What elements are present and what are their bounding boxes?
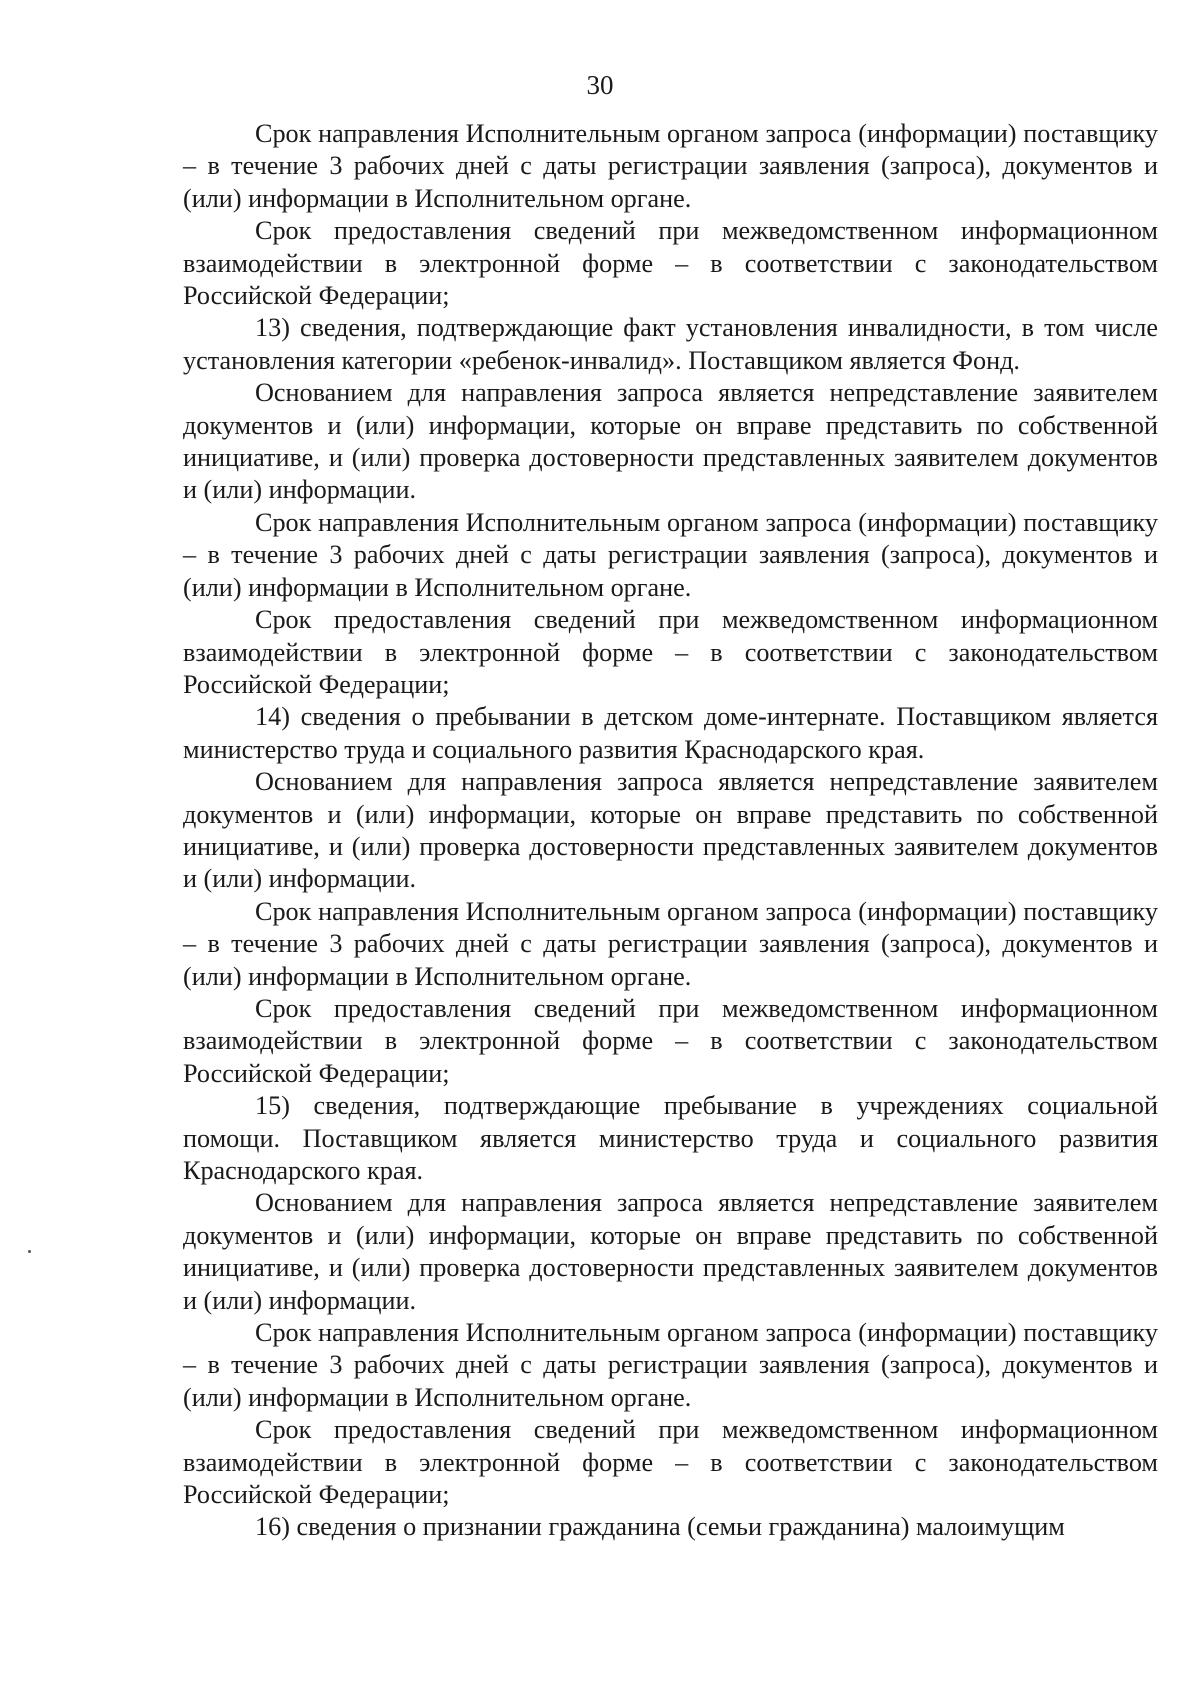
paragraph: Срок направления Исполнительным органом запроса (информации) поставщику – в течение 3 рабочих дней с даты регистрации заявления (запроса), документов и (или) информации в Исполнительном органе. <box>183 119 1158 213</box>
paragraph: 14) сведения о пребывании в детском доме-интернате. Поставщиком является министерство труда и социального развития Краснодарского края. <box>183 702 1158 764</box>
paragraph: 15) сведения, подтверждающие пребывание в учреждениях социальной помощи. Поставщиком является министерство труда и социального развития Краснодарского края. <box>183 1091 1158 1185</box>
paragraph: 13) сведения, подтверждающие факт установления инвалидности, в том числе установления категории «ребенок-инвалид». Поставщиком является Фонд. <box>183 313 1158 375</box>
paragraph: Срок направления Исполнительным органом запроса (информации) поставщику – в течение 3 рабочих дней с даты регистрации заявления (запроса), документов и (или) информации в Исполнительном органе. <box>183 896 1158 991</box>
document-body <box>183 118 1158 1544</box>
paragraph: Срок направления Исполнительным органом запроса (информации) поставщику – в течение 3 рабочих дней с даты регистрации заявления (запроса), документов и (или) информации в Исполнительном органе. <box>183 507 1158 602</box>
paragraph: Срок предоставления сведений при межведомственном информационном взаимодействии в электронной форме – в соответствии с законодательством Российской Федерации; <box>183 605 1158 699</box>
scan-speck <box>28 1250 31 1253</box>
page-number: 30 <box>586 70 614 100</box>
paragraph: Срок предоставления сведений при межведомственном информационном взаимодействии в электронной форме – в соответствии с законодательством Российской Федерации; <box>183 216 1158 311</box>
paragraph: Основанием для направления запроса является непредставление заявителем документов и (или) информации, которые он вправе представить по собственной инициативе, и (или) проверка достоверности представленных заявителем документов и (или) информации. <box>183 378 1158 505</box>
paragraph: Срок предоставления сведений при межведомственном информационном взаимодействии в электронной форме – в соответствии с законодательством Российской Федерации; <box>183 993 1158 1088</box>
paragraph: Основанием для направления запроса является непредставление заявителем документов и (или) информации, которые он вправе представить по собственной инициативе, и (или) проверка достоверности представленных заявителем документов и (или) информации. <box>183 767 1158 894</box>
paragraph: Срок направления Исполнительным органом запроса (информации) поставщику – в течение 3 рабочих дней с даты регистрации заявления (запроса), документов и (или) информации в Исполнительном органе. <box>183 1318 1158 1412</box>
paragraph: Основанием для направления запроса является непредставление заявителем документов и (или) информации, которые он вправе представить по собственной инициативе, и (или) проверка достоверности представленных заявителем документов и (или) информации. <box>183 1188 1158 1315</box>
paragraph: Срок предоставления сведений при межведомственном информационном взаимодействии в электронной форме – в соответствии с законодательством Российской Федерации; <box>183 1415 1158 1510</box>
paragraph: 16) сведения о признании гражданина (семьи гражданина) малоимущим <box>255 1512 1065 1542</box>
